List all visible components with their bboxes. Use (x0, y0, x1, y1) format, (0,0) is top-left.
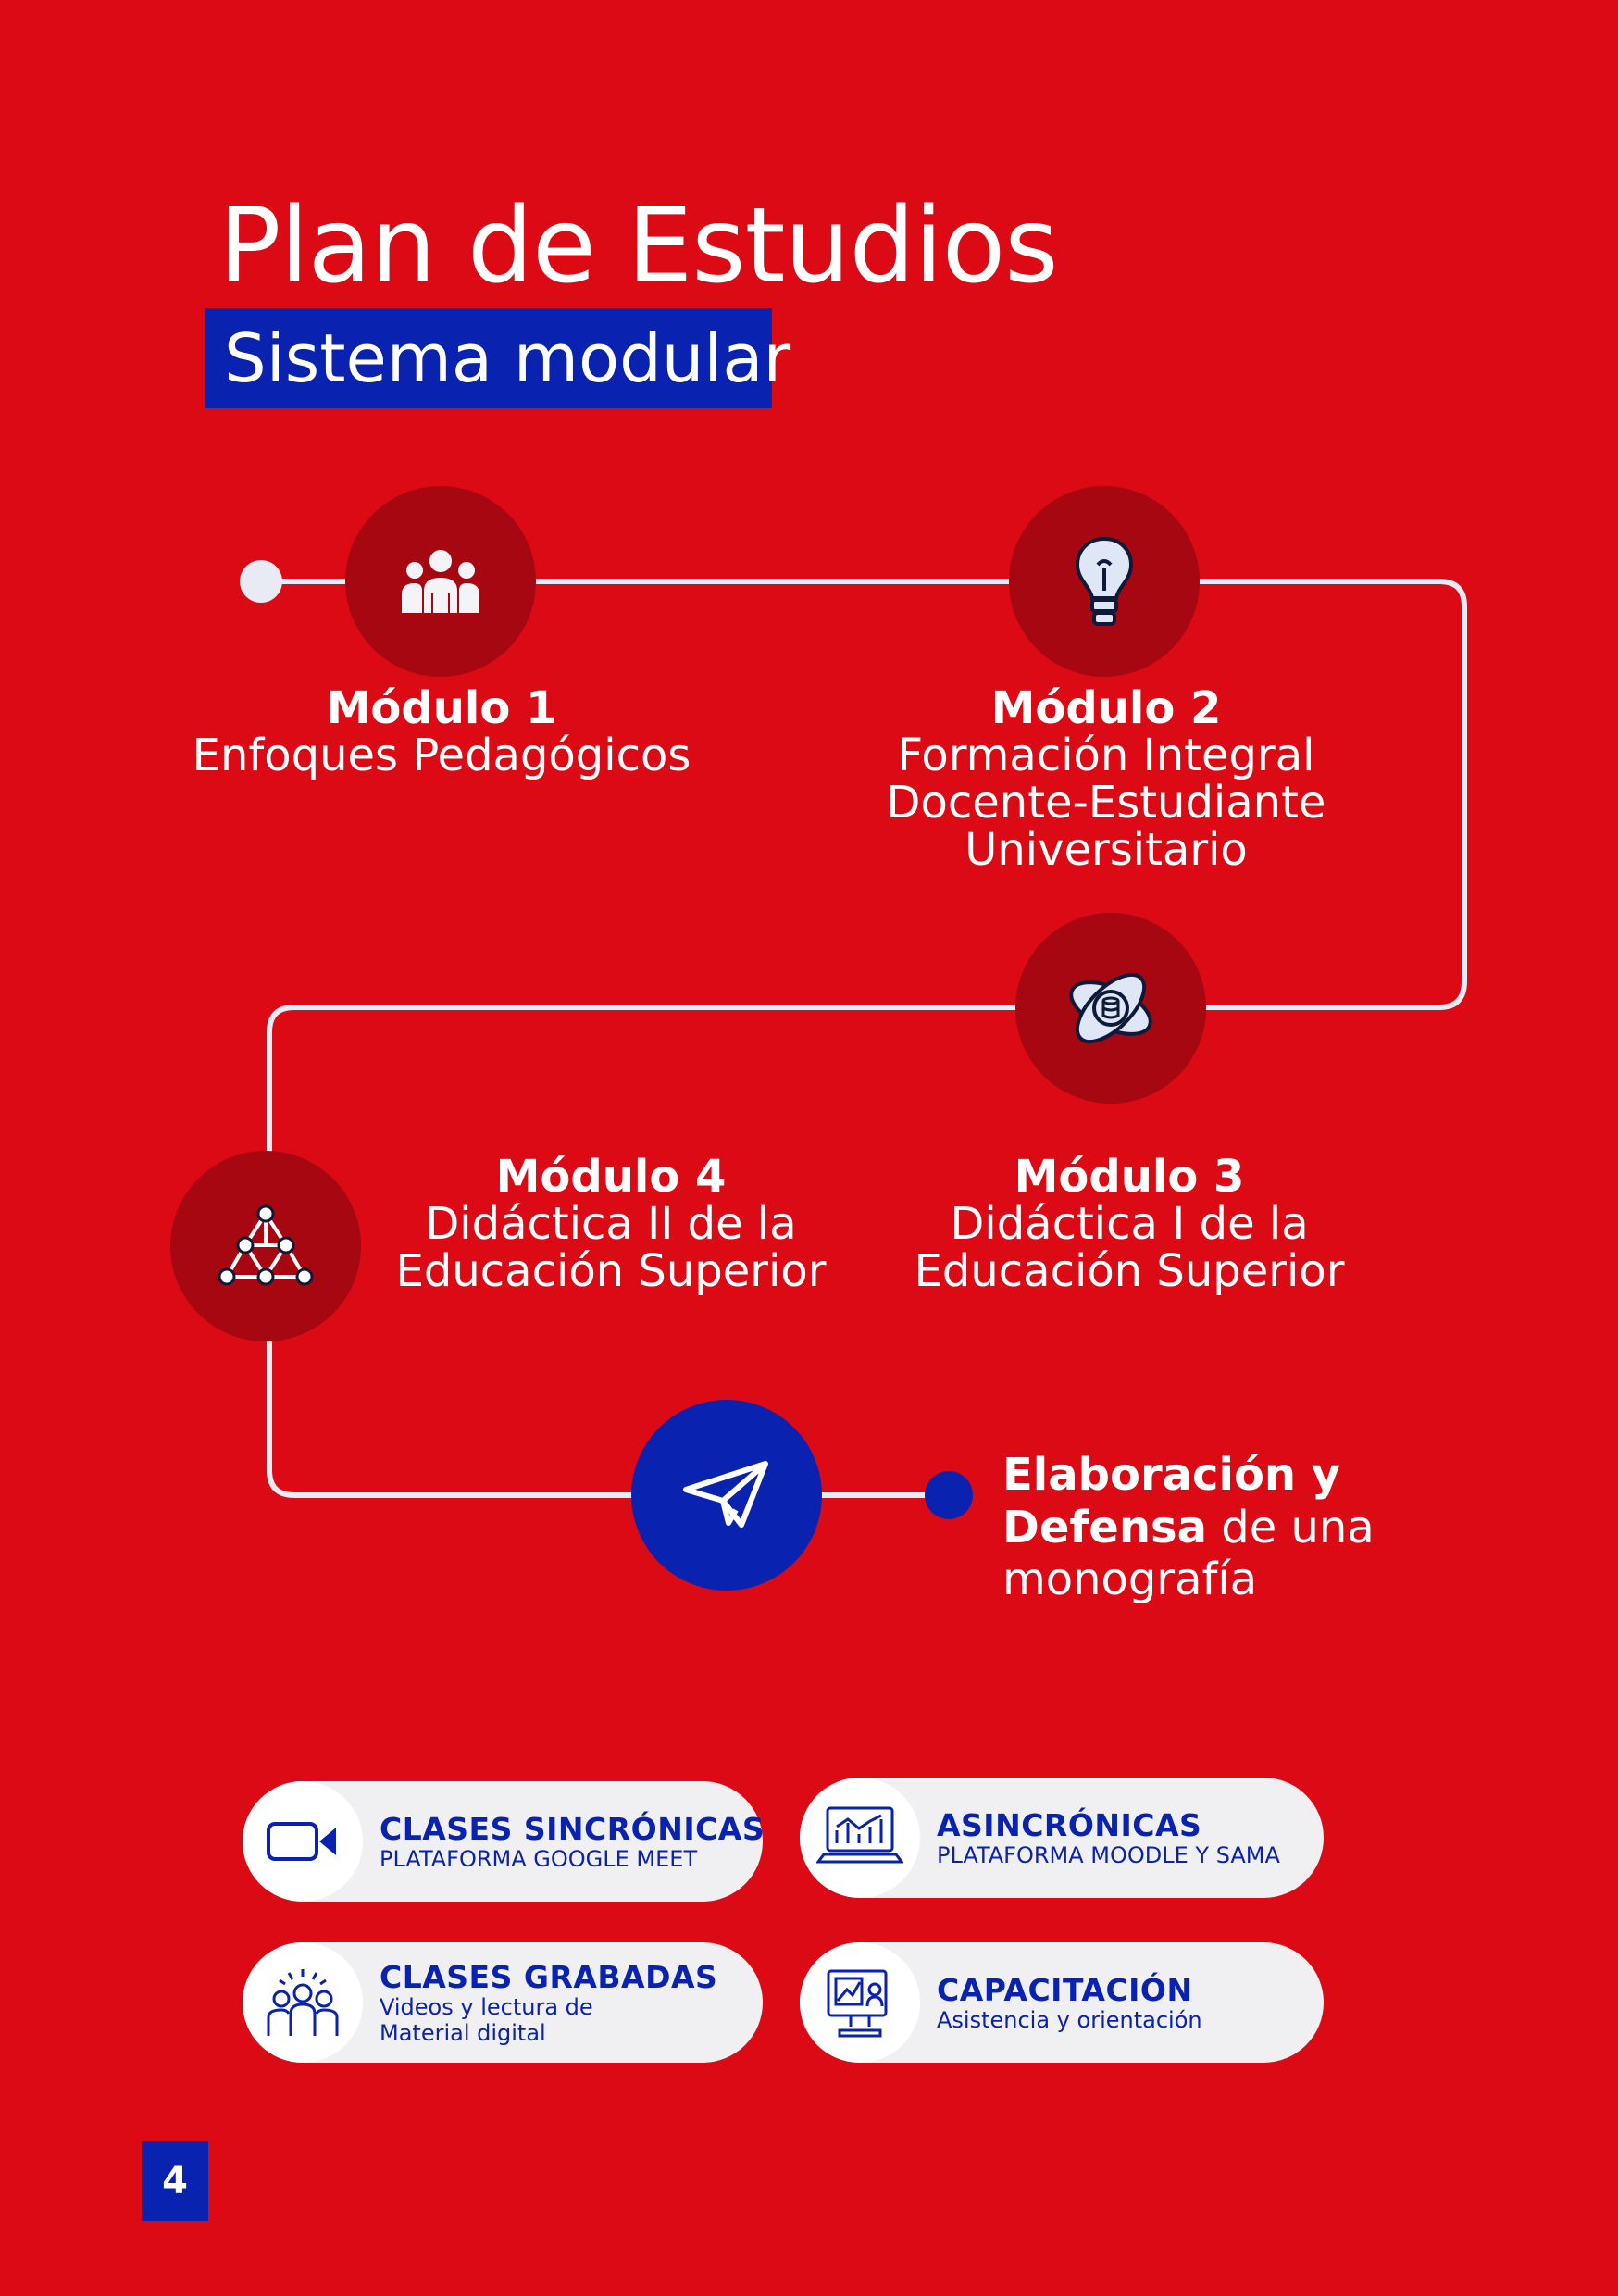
page-subtitle: Sistema modular (224, 319, 791, 397)
feature-subtitle: PLATAFORMA MOODLE Y SAMA (937, 1841, 1280, 1868)
network-icon (218, 1204, 314, 1288)
module-2-circle (1009, 486, 1200, 677)
module-1-text (167, 682, 716, 781)
module-2-title: Módulo 2 (990, 682, 1222, 734)
module-4-circle (170, 1151, 361, 1341)
laptop-chart-icon (816, 1804, 903, 1871)
module-3-text (879, 1151, 1379, 1297)
module-4-text (361, 1151, 861, 1297)
module-2-text (828, 682, 1384, 876)
module-3-circle (1015, 913, 1206, 1104)
feature-synchronous (243, 1781, 763, 1902)
final-step-rest: de una (1206, 1501, 1375, 1554)
feature-subtitle: Material digital (380, 2019, 546, 2046)
path-end-dot (925, 1471, 973, 1519)
module-3-desc-line: Educación Superior (914, 1244, 1345, 1297)
group-icon (398, 546, 483, 617)
feature-title: ASINCRÓNICAS (937, 1806, 1202, 1843)
feature-subtitle: PLATAFORMA GOOGLE MEET (380, 1845, 698, 1872)
feature-title: CLASES SINCRÓNICAS (380, 1810, 765, 1847)
module-2-desc-line: Formación Integral (897, 729, 1315, 781)
people-icon (261, 1965, 344, 2040)
module-2-desc-line: Docente-Estudiante (886, 776, 1326, 829)
module-4-desc-line: Educación Superior (395, 1244, 827, 1297)
final-step-bold-1: Elaboración y (1002, 1449, 1341, 1501)
final-step-text (1002, 1449, 1375, 1606)
module-3-title: Módulo 3 (1014, 1151, 1245, 1203)
module-4-desc-line: Didáctica II de la (425, 1197, 797, 1250)
final-step-line-3: monografía (1002, 1554, 1258, 1606)
paper-plane-icon (682, 1458, 771, 1532)
feature-training (800, 1942, 1324, 2063)
page-number: 4 (142, 2141, 208, 2221)
lightbulb-icon (1072, 533, 1137, 630)
module-2-desc-line: Universitario (965, 823, 1248, 876)
feature-subtitle: Asistencia y orientación (937, 2006, 1202, 2033)
final-step-circle (631, 1400, 822, 1591)
feature-recorded (243, 1942, 763, 2063)
feature-asynchronous (800, 1778, 1324, 1898)
feature-title: CLASES GRABADAS (380, 1958, 718, 1995)
feature-title: CAPACITACIÓN (937, 1971, 1193, 2008)
video-camera-icon (266, 1818, 340, 1865)
module-3-desc-line: Didáctica I de la (950, 1197, 1309, 1250)
module-1-desc-line: Enfoques Pedagógicos (192, 729, 691, 781)
atom-icon (1064, 962, 1157, 1054)
path-start-dot (240, 560, 282, 603)
final-step-bold-2: Defensa (1002, 1501, 1207, 1554)
feature-subtitle: Videos y lectura de (380, 1993, 593, 2020)
module-4-title: Módulo 4 (495, 1151, 727, 1203)
computer-training-icon (823, 1965, 897, 2040)
module-1-circle (345, 486, 536, 677)
page-title: Plan de Estudios (218, 186, 1058, 306)
module-1-title: Módulo 1 (326, 682, 557, 734)
